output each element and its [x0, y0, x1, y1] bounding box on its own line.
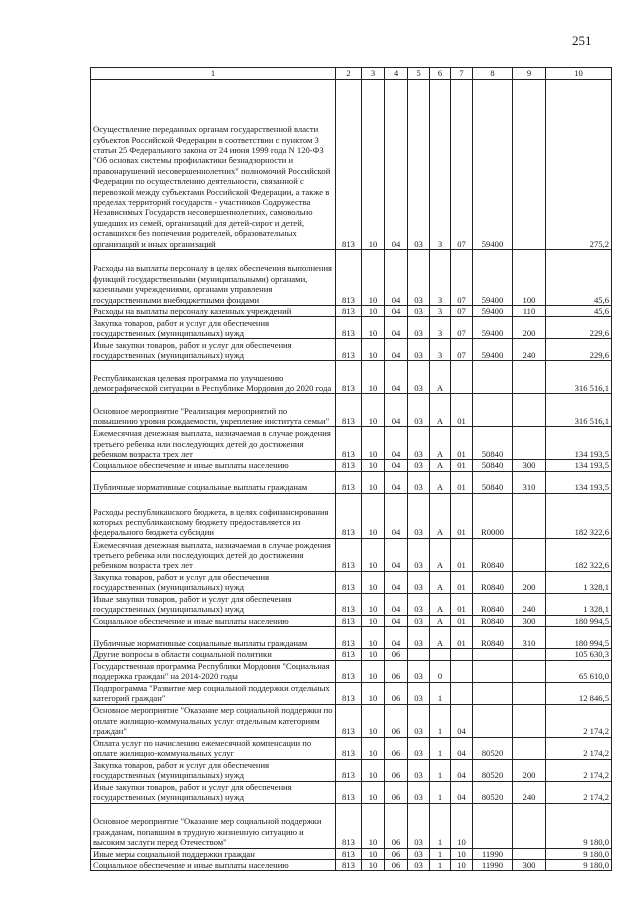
direction-code: 80520: [473, 781, 513, 803]
event-code: 01: [451, 627, 473, 649]
subprogram-code: [430, 649, 451, 660]
row-name: Социальное обеспечение и иные выплаты населению: [91, 615, 336, 626]
grbs-code: 813: [336, 306, 362, 317]
program-code: 03: [408, 394, 430, 427]
section-code: 10: [362, 737, 385, 759]
section-code: 10: [362, 759, 385, 781]
subprogram-code: А: [430, 615, 451, 626]
amount: 105 630,3: [546, 649, 612, 660]
subsection-code: 04: [385, 538, 408, 571]
table-row: [91, 493, 612, 538]
program-code: [408, 649, 430, 660]
section-code: 10: [362, 571, 385, 593]
table-row: [91, 250, 612, 306]
expense-type-code: [513, 682, 546, 704]
expense-type-code: [513, 737, 546, 759]
amount: 1 328,1: [546, 593, 612, 615]
subprogram-code: 1: [430, 803, 451, 848]
direction-code: [473, 394, 513, 427]
section-code: 10: [362, 704, 385, 737]
direction-code: R0840: [473, 593, 513, 615]
subsection-code: 04: [385, 615, 408, 626]
section-code: 10: [362, 471, 385, 493]
section-code: 10: [362, 361, 385, 394]
program-code: 03: [408, 538, 430, 571]
expense-type-code: [513, 660, 546, 682]
expense-type-code: [513, 80, 546, 250]
amount: 2 174,2: [546, 704, 612, 737]
event-code: 01: [451, 538, 473, 571]
table-row: [91, 615, 612, 626]
grbs-code: 813: [336, 250, 362, 306]
program-code: 03: [408, 682, 430, 704]
grbs-code: 813: [336, 361, 362, 394]
grbs-code: 813: [336, 649, 362, 660]
subsection-code: 06: [385, 803, 408, 848]
direction-code: 50840: [473, 471, 513, 493]
subsection-code: 04: [385, 339, 408, 361]
subprogram-code: 0: [430, 660, 451, 682]
grbs-code: 813: [336, 704, 362, 737]
subprogram-code: 3: [430, 317, 451, 339]
subprogram-code: 1: [430, 737, 451, 759]
table-row: [91, 427, 612, 460]
grbs-code: 813: [336, 317, 362, 339]
grbs-code: 813: [336, 737, 362, 759]
column-header: 5: [408, 68, 430, 80]
row-name: Ежемесячная денежная выплата, назначаемая в случае рождения третьего ребенка или последующих детей до достижения ребенком возраста трех лет: [91, 427, 336, 460]
row-name: Государственная программа Республики Мордовия "Социальная поддержка граждан" на 2014-2020 годы: [91, 660, 336, 682]
grbs-code: 813: [336, 460, 362, 471]
section-code: 10: [362, 80, 385, 250]
table-row: [91, 306, 612, 317]
grbs-code: 813: [336, 339, 362, 361]
table-row: [91, 394, 612, 427]
direction-code: 80520: [473, 759, 513, 781]
subprogram-code: А: [430, 571, 451, 593]
row-name: Ежемесячная денежная выплата, назначаемая в случае рождения третьего ребенка или последующих детей до достижения ребенком возраста трех лет: [91, 538, 336, 571]
amount: 2 174,2: [546, 781, 612, 803]
row-name: Расходы на выплаты персоналу в целях обеспечения выполнения функций государственными (муниципальными) органами, казенными учреждениями, органами управления государственными внебюджетными фондами: [91, 250, 336, 306]
section-code: 10: [362, 493, 385, 538]
row-name: Расходы на выплаты персоналу казенных учреждений: [91, 306, 336, 317]
program-code: 03: [408, 361, 430, 394]
grbs-code: 813: [336, 538, 362, 571]
section-code: 10: [362, 781, 385, 803]
subprogram-code: А: [430, 493, 451, 538]
program-code: 03: [408, 627, 430, 649]
row-name: Закупка товаров, работ и услуг для обеспечения государственных (муниципальных) нужд: [91, 317, 336, 339]
direction-code: 50840: [473, 427, 513, 460]
event-code: 07: [451, 306, 473, 317]
grbs-code: 813: [336, 627, 362, 649]
grbs-code: 813: [336, 593, 362, 615]
expense-type-code: 240: [513, 593, 546, 615]
amount: 134 193,5: [546, 471, 612, 493]
expense-type-code: 310: [513, 471, 546, 493]
event-code: [451, 649, 473, 660]
row-name: Иные закупки товаров, работ и услуг для обеспечения государственных (муниципальных) нужд: [91, 593, 336, 615]
subsection-code: 06: [385, 848, 408, 859]
row-name: Оплата услуг по начислению ежемесячной компенсации по оплате жилищно-коммунальных услуг: [91, 737, 336, 759]
subsection-code: 06: [385, 704, 408, 737]
direction-code: 59400: [473, 250, 513, 306]
subsection-code: 04: [385, 250, 408, 306]
expense-type-code: 100: [513, 250, 546, 306]
table-header-row: [91, 68, 612, 80]
grbs-code: 813: [336, 427, 362, 460]
amount: 12 846,5: [546, 682, 612, 704]
section-code: 10: [362, 649, 385, 660]
subsection-code: 06: [385, 737, 408, 759]
subsection-code: 06: [385, 682, 408, 704]
direction-code: [473, 704, 513, 737]
direction-code: R0840: [473, 538, 513, 571]
program-code: 03: [408, 704, 430, 737]
expense-type-code: 240: [513, 781, 546, 803]
subprogram-code: А: [430, 593, 451, 615]
amount: 180 994,5: [546, 615, 612, 626]
subprogram-code: А: [430, 471, 451, 493]
column-header: 2: [336, 68, 362, 80]
program-code: 03: [408, 460, 430, 471]
row-name: Публичные нормативные социальные выплаты гражданам: [91, 627, 336, 649]
event-code: 01: [451, 471, 473, 493]
expense-type-code: 310: [513, 627, 546, 649]
subsection-code: 06: [385, 649, 408, 660]
subprogram-code: 3: [430, 339, 451, 361]
program-code: 03: [408, 339, 430, 361]
expense-type-code: [513, 848, 546, 859]
expense-type-code: 240: [513, 339, 546, 361]
subsection-code: 04: [385, 427, 408, 460]
table-row: [91, 682, 612, 704]
expense-type-code: 200: [513, 571, 546, 593]
amount: 9 180,0: [546, 803, 612, 848]
amount: 65 610,0: [546, 660, 612, 682]
section-code: 10: [362, 317, 385, 339]
program-code: 03: [408, 803, 430, 848]
subsection-code: 04: [385, 460, 408, 471]
column-header: 1: [91, 68, 336, 80]
row-name: Республиканская целевая программа по улучшению демографической ситуации в Республике Мордовия до 2020 года: [91, 361, 336, 394]
grbs-code: 813: [336, 615, 362, 626]
program-code: 03: [408, 306, 430, 317]
direction-code: [473, 361, 513, 394]
amount: 134 193,5: [546, 460, 612, 471]
table-row: [91, 627, 612, 649]
subsection-code: 04: [385, 317, 408, 339]
budget-table: [90, 67, 612, 871]
subsection-code: 04: [385, 471, 408, 493]
subsection-code: 06: [385, 860, 408, 871]
amount: 9 180,0: [546, 848, 612, 859]
program-code: 03: [408, 781, 430, 803]
event-code: [451, 660, 473, 682]
event-code: [451, 361, 473, 394]
event-code: 07: [451, 339, 473, 361]
direction-code: 59400: [473, 339, 513, 361]
subprogram-code: 3: [430, 250, 451, 306]
table-row: [91, 460, 612, 471]
table-row: [91, 361, 612, 394]
event-code: 01: [451, 427, 473, 460]
direction-code: 11990: [473, 848, 513, 859]
section-code: 10: [362, 627, 385, 649]
program-code: 03: [408, 427, 430, 460]
subprogram-code: А: [430, 394, 451, 427]
row-name: Закупка товаров, работ и услуг для обеспечения государственных (муниципальных) нужд: [91, 571, 336, 593]
program-code: 03: [408, 660, 430, 682]
event-code: 01: [451, 593, 473, 615]
direction-code: 50840: [473, 460, 513, 471]
direction-code: [473, 660, 513, 682]
amount: 316 516,1: [546, 361, 612, 394]
event-code: 10: [451, 848, 473, 859]
column-header: 10: [546, 68, 612, 80]
table-row: [91, 471, 612, 493]
program-code: 03: [408, 317, 430, 339]
event-code: 07: [451, 317, 473, 339]
direction-code: R0000: [473, 493, 513, 538]
direction-code: [473, 682, 513, 704]
row-name: Иные закупки товаров, работ и услуг для обеспечения государственных (муниципальных) нужд: [91, 781, 336, 803]
table-row: [91, 737, 612, 759]
subsection-code: 04: [385, 80, 408, 250]
column-header: 9: [513, 68, 546, 80]
section-code: 10: [362, 803, 385, 848]
subprogram-code: А: [430, 427, 451, 460]
section-code: 10: [362, 339, 385, 361]
expense-type-code: [513, 493, 546, 538]
program-code: 03: [408, 493, 430, 538]
expense-type-code: [513, 704, 546, 737]
grbs-code: 813: [336, 80, 362, 250]
row-name: Закупка товаров, работ и услуг для обеспечения государственных (муниципальных) нужд: [91, 759, 336, 781]
subsection-code: 04: [385, 306, 408, 317]
event-code: 04: [451, 781, 473, 803]
direction-code: 59400: [473, 317, 513, 339]
row-name: Социальное обеспечение и иные выплаты населению: [91, 460, 336, 471]
row-name: Публичные нормативные социальные выплаты гражданам: [91, 471, 336, 493]
direction-code: 80520: [473, 737, 513, 759]
table-row: [91, 660, 612, 682]
table-row: [91, 704, 612, 737]
subprogram-code: 3: [430, 306, 451, 317]
subprogram-code: 3: [430, 80, 451, 250]
event-code: 10: [451, 803, 473, 848]
program-code: 03: [408, 593, 430, 615]
program-code: 03: [408, 759, 430, 781]
subprogram-code: 1: [430, 848, 451, 859]
subsection-code: 04: [385, 493, 408, 538]
section-code: 10: [362, 682, 385, 704]
amount: 182 322,6: [546, 493, 612, 538]
subsection-code: 06: [385, 660, 408, 682]
direction-code: 11990: [473, 860, 513, 871]
section-code: 10: [362, 860, 385, 871]
table-row: [91, 860, 612, 871]
section-code: 10: [362, 848, 385, 859]
amount: 45,6: [546, 306, 612, 317]
amount: 182 322,6: [546, 538, 612, 571]
row-name: Осуществление переданных органам государственной власти субъектов Российской Федерации в соответствии с пунктом 3 статьи 25 Федерального закона от 24 июня 1999 года N 120-ФЗ "Об основах системы профилактики безнадзорности и правонарушений несовершеннолетних" полномочий Российской Федерации по осуществлению деятельности, связанной с перевозкой между субъектами Российской Федерации, а также в пределах территорий государств - участников Содружества Независимых Государств несовершеннолетних, самовольно ушедших из семей, организаций для детей-сирот и детей, оставшихся без попечения родителей, образовательных организаций и иных организаций: [91, 80, 336, 250]
section-code: 10: [362, 394, 385, 427]
expense-type-code: 110: [513, 306, 546, 317]
amount: 45,6: [546, 250, 612, 306]
subsection-code: 04: [385, 361, 408, 394]
amount: 2 174,2: [546, 759, 612, 781]
row-name: Иные меры социальной поддержки граждан: [91, 848, 336, 859]
expense-type-code: [513, 394, 546, 427]
expense-type-code: 300: [513, 615, 546, 626]
table-row: [91, 317, 612, 339]
expense-type-code: [513, 538, 546, 571]
section-code: 10: [362, 538, 385, 571]
program-code: 03: [408, 615, 430, 626]
amount: 229,6: [546, 339, 612, 361]
subprogram-code: 1: [430, 682, 451, 704]
table-row: [91, 80, 612, 250]
subprogram-code: 1: [430, 860, 451, 871]
subsection-code: 06: [385, 781, 408, 803]
program-code: 03: [408, 860, 430, 871]
direction-code: [473, 649, 513, 660]
subsection-code: 04: [385, 571, 408, 593]
expense-type-code: 200: [513, 317, 546, 339]
subsection-code: 04: [385, 593, 408, 615]
grbs-code: 813: [336, 682, 362, 704]
program-code: 03: [408, 737, 430, 759]
event-code: 07: [451, 250, 473, 306]
table-row: [91, 649, 612, 660]
direction-code: R0840: [473, 571, 513, 593]
expense-type-code: 200: [513, 759, 546, 781]
column-header: 6: [430, 68, 451, 80]
direction-code: R0840: [473, 627, 513, 649]
table-row: [91, 538, 612, 571]
subprogram-code: 1: [430, 781, 451, 803]
amount: 134 193,5: [546, 427, 612, 460]
table-row: [91, 593, 612, 615]
program-code: 03: [408, 250, 430, 306]
expense-type-code: [513, 649, 546, 660]
table-row: [91, 848, 612, 859]
event-code: 01: [451, 394, 473, 427]
expense-type-code: [513, 803, 546, 848]
section-code: 10: [362, 306, 385, 317]
amount: 316 516,1: [546, 394, 612, 427]
amount: 275,2: [546, 80, 612, 250]
direction-code: 59400: [473, 306, 513, 317]
amount: 9 180,0: [546, 860, 612, 871]
program-code: 03: [408, 471, 430, 493]
expense-type-code: [513, 361, 546, 394]
grbs-code: 813: [336, 759, 362, 781]
program-code: 03: [408, 571, 430, 593]
event-code: 01: [451, 571, 473, 593]
amount: 1 328,1: [546, 571, 612, 593]
event-code: [451, 682, 473, 704]
direction-code: R0840: [473, 615, 513, 626]
amount: 180 994,5: [546, 627, 612, 649]
program-code: 03: [408, 848, 430, 859]
event-code: 07: [451, 80, 473, 250]
event-code: 04: [451, 759, 473, 781]
table-row: [91, 803, 612, 848]
expense-type-code: 300: [513, 860, 546, 871]
subsection-code: 06: [385, 759, 408, 781]
row-name: Основное мероприятие "Оказание мер социальной поддержки гражданам, попавшим в трудную жизненную ситуацию и высоким заслуги перед Отечеством": [91, 803, 336, 848]
section-code: 10: [362, 660, 385, 682]
event-code: 01: [451, 493, 473, 538]
program-code: 03: [408, 80, 430, 250]
column-header: 3: [362, 68, 385, 80]
section-code: 10: [362, 427, 385, 460]
subprogram-code: А: [430, 538, 451, 571]
amount: 2 174,2: [546, 737, 612, 759]
row-name: Расходы республиканского бюджета, в целях софинансирования которых республиканскому бюджету предоставляется из федерального бюджета субсидии: [91, 493, 336, 538]
event-code: 10: [451, 860, 473, 871]
event-code: 04: [451, 737, 473, 759]
row-name: Подпрограмма "Развитие мер социальной поддержки отдельных категорий граждан": [91, 682, 336, 704]
grbs-code: 813: [336, 394, 362, 427]
expense-type-code: [513, 427, 546, 460]
event-code: 04: [451, 704, 473, 737]
subsection-code: 04: [385, 394, 408, 427]
row-name: Иные закупки товаров, работ и услуг для обеспечения государственных (муниципальных) нужд: [91, 339, 336, 361]
subprogram-code: 1: [430, 759, 451, 781]
row-name: Основное мероприятие "Оказание мер социальной поддержки по оплате жилищно-коммунальных услуг отдельным категориям граждан": [91, 704, 336, 737]
subprogram-code: А: [430, 361, 451, 394]
amount: 229,6: [546, 317, 612, 339]
row-name: Другие вопросы в области социальной политики: [91, 649, 336, 660]
table-row: [91, 759, 612, 781]
direction-code: [473, 803, 513, 848]
section-code: 10: [362, 615, 385, 626]
row-name: Основное мероприятие "Реализация мероприятий по повышению уровня рождаемости, укрепление института семьи": [91, 394, 336, 427]
grbs-code: 813: [336, 660, 362, 682]
column-header: 8: [473, 68, 513, 80]
page-number: 251: [572, 33, 592, 48]
expense-type-code: 300: [513, 460, 546, 471]
subprogram-code: А: [430, 627, 451, 649]
table-row: [91, 571, 612, 593]
grbs-code: 813: [336, 571, 362, 593]
subprogram-code: 1: [430, 704, 451, 737]
event-code: 01: [451, 615, 473, 626]
grbs-code: 813: [336, 848, 362, 859]
grbs-code: 813: [336, 493, 362, 538]
grbs-code: 813: [336, 781, 362, 803]
grbs-code: 813: [336, 471, 362, 493]
subprogram-code: А: [430, 460, 451, 471]
direction-code: 59400: [473, 80, 513, 250]
section-code: 10: [362, 593, 385, 615]
grbs-code: 813: [336, 860, 362, 871]
grbs-code: 813: [336, 803, 362, 848]
table-row: [91, 781, 612, 803]
section-code: 10: [362, 460, 385, 471]
event-code: 01: [451, 460, 473, 471]
section-code: 10: [362, 250, 385, 306]
column-header: 7: [451, 68, 473, 80]
subsection-code: 04: [385, 627, 408, 649]
column-header: 4: [385, 68, 408, 80]
table-row: [91, 339, 612, 361]
row-name: Социальное обеспечение и иные выплаты населению: [91, 860, 336, 871]
